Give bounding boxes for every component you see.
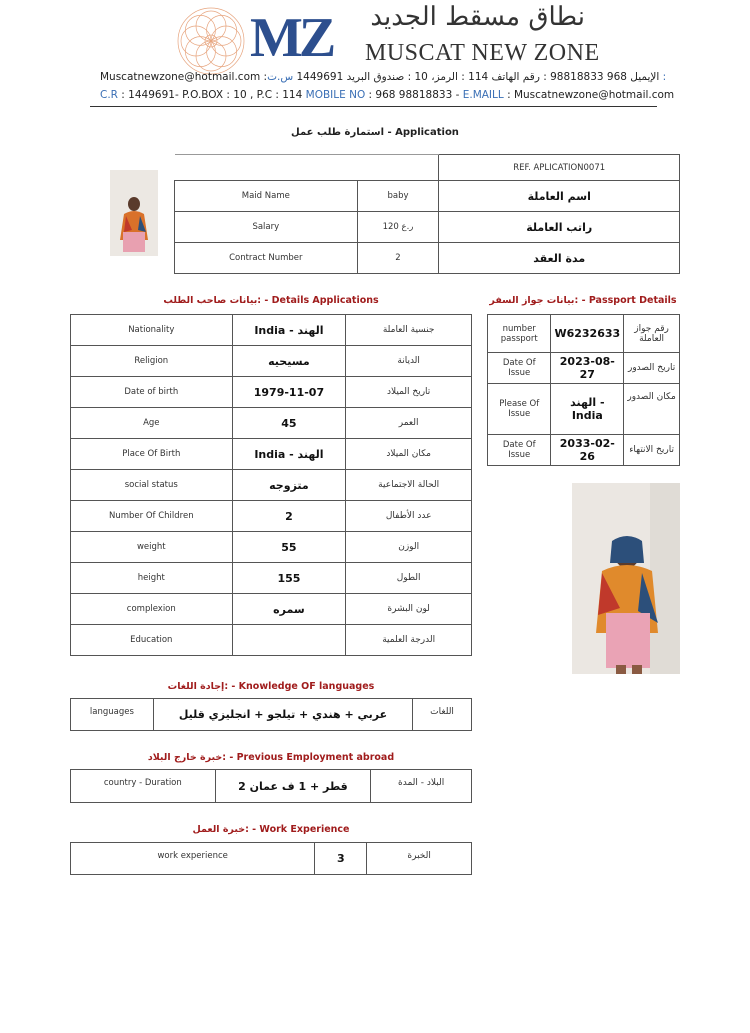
contract-ar: مدة العقد	[439, 243, 680, 274]
employment-value: 2 قطر + 1 ف عمان	[215, 770, 371, 803]
maid-name-label: Maid Name	[175, 181, 358, 212]
employment-table	[70, 769, 472, 803]
height-ar: الطول	[346, 563, 472, 594]
salary-label: Salary	[175, 212, 358, 243]
social-status-label: social status	[71, 470, 233, 501]
email-text: Muscatnewzone@hotmail.com	[100, 71, 261, 83]
experience-value: 3	[315, 843, 367, 875]
complexion-ar: لون البشرة	[346, 594, 472, 625]
contact-line-arabic	[100, 71, 667, 83]
page-title: استمارة طلب عمل - Application	[291, 127, 459, 138]
cr-label-en: C.R	[100, 89, 118, 101]
dob-ar: تاريخ الميلاد	[346, 377, 472, 408]
mobile-text: : 968 98818833 -	[365, 89, 463, 101]
salary-value: 120 ر.ع	[357, 212, 439, 243]
brand-english-name: MUSCAT NEW ZONE	[365, 40, 600, 66]
contact-text: :الإيميل 968 98818833 : رقم الهاتف 114 : الرمز، 10 : صندوق البريد 1449691	[260, 71, 660, 83]
height-value: 155	[232, 563, 346, 594]
pob-value: India - الهند	[232, 439, 346, 470]
cr-label: س.ت :	[267, 71, 667, 83]
experience-ar: الخبرة	[367, 843, 472, 875]
pob-ar: مكان الميلاد	[346, 439, 472, 470]
weight-ar: الوزن	[346, 532, 472, 563]
education-value	[232, 625, 346, 656]
passport-number-label: number passport	[488, 315, 551, 353]
mobile-label: MOBILE NO	[305, 89, 366, 101]
experience-label: work experience	[71, 843, 315, 875]
height-label: height	[71, 563, 233, 594]
contract-value: 2	[357, 243, 439, 274]
contact-line-english	[100, 89, 675, 101]
age-ar: العمر	[346, 408, 472, 439]
salary-ar: راتب العاملة	[439, 212, 680, 243]
passport-number-ar: رقم جواز العاملة	[624, 315, 680, 353]
complexion-value: سمره	[232, 594, 346, 625]
expiry-date-value: 2033-02-26	[551, 435, 624, 466]
weight-label: weight	[71, 532, 233, 563]
education-label: Education	[71, 625, 233, 656]
blank-cell	[175, 155, 439, 181]
employment-label: country - Duration	[71, 770, 216, 803]
contract-label: Contract Number	[175, 243, 358, 274]
expiry-date-ar: تاريخ الانتهاء	[624, 435, 680, 466]
children-ar: عدد الأطفال	[346, 501, 472, 532]
nationality-label: Nationality	[71, 315, 233, 346]
religion-label: Religion	[71, 346, 233, 377]
details-title: بيانات صاحب الطلب: - Details Applications	[163, 295, 379, 306]
age-label: Age	[71, 408, 233, 439]
languages-value: عربي + هندي + تيلجو + انجليزي قليل	[153, 699, 412, 731]
passport-number-value: W6232633	[551, 315, 624, 353]
logo-rose-icon	[176, 6, 246, 76]
social-status-value: متزوجه	[232, 470, 346, 501]
experience-table	[70, 842, 472, 875]
passport-table	[487, 314, 680, 466]
religion-value: مسيحيه	[232, 346, 346, 377]
details-table	[70, 314, 472, 656]
email-label: E.MAILL	[462, 89, 504, 101]
children-value: 2	[232, 501, 346, 532]
issue-place-ar: مكان الصدور	[624, 384, 680, 435]
religion-ar: الديانة	[346, 346, 472, 377]
issue-place-label: Please Of Issue	[488, 384, 551, 435]
experience-title: خبرة العمل: - Work Experience	[192, 824, 350, 835]
education-ar: الدرجة العلمية	[346, 625, 472, 656]
full-photo	[572, 483, 680, 674]
dob-label: Date of birth	[71, 377, 233, 408]
weight-value: 55	[232, 532, 346, 563]
header-divider	[90, 106, 657, 107]
age-value: 45	[232, 408, 346, 439]
top-info-table	[174, 154, 680, 274]
languages-title: إجادة اللغات: - Knowledge OF languages	[167, 681, 375, 692]
expiry-date-label: Date Of Issue	[488, 435, 551, 466]
pobox-text: : 1449691- P.O.BOX : 10 , P.C : 114	[117, 89, 306, 101]
languages-ar: اللغات	[413, 699, 472, 731]
maid-name-value: baby	[357, 181, 439, 212]
social-status-ar: الحالة الاجتماعية	[346, 470, 472, 501]
nationality-ar: جنسية العاملة	[346, 315, 472, 346]
issue-date-ar: تاريخ الصدور	[624, 353, 680, 384]
maid-name-ar: اسم العاملة	[439, 181, 680, 212]
issue-place-value: الهند - India	[551, 384, 624, 435]
passport-title: بيانات جواز السفر: - Passport Details	[489, 295, 677, 306]
employment-ar: البلاد - المدة	[371, 770, 472, 803]
pob-label: Place Of Birth	[71, 439, 233, 470]
dob-value: 1979-11-07	[232, 377, 346, 408]
ref-number: REF. APLICATION0071	[439, 155, 680, 181]
brand-arabic-name: نطاق مسقط الجديد	[370, 2, 585, 32]
issue-date-label: Date Of Issue	[488, 353, 551, 384]
complexion-label: complexion	[71, 594, 233, 625]
email-text-en: : Muscatnewzone@hotmail.com	[503, 89, 675, 101]
children-label: Number Of Children	[71, 501, 233, 532]
small-photo	[110, 170, 158, 256]
brand-initials: MZ	[250, 7, 333, 69]
languages-table	[70, 698, 472, 731]
languages-label: languages	[71, 699, 154, 731]
employment-title: خبرة خارج البلاد: - Previous Employment abroad	[147, 752, 395, 763]
issue-date-value: 2023-08-27	[551, 353, 624, 384]
nationality-value: India - الهند	[232, 315, 346, 346]
